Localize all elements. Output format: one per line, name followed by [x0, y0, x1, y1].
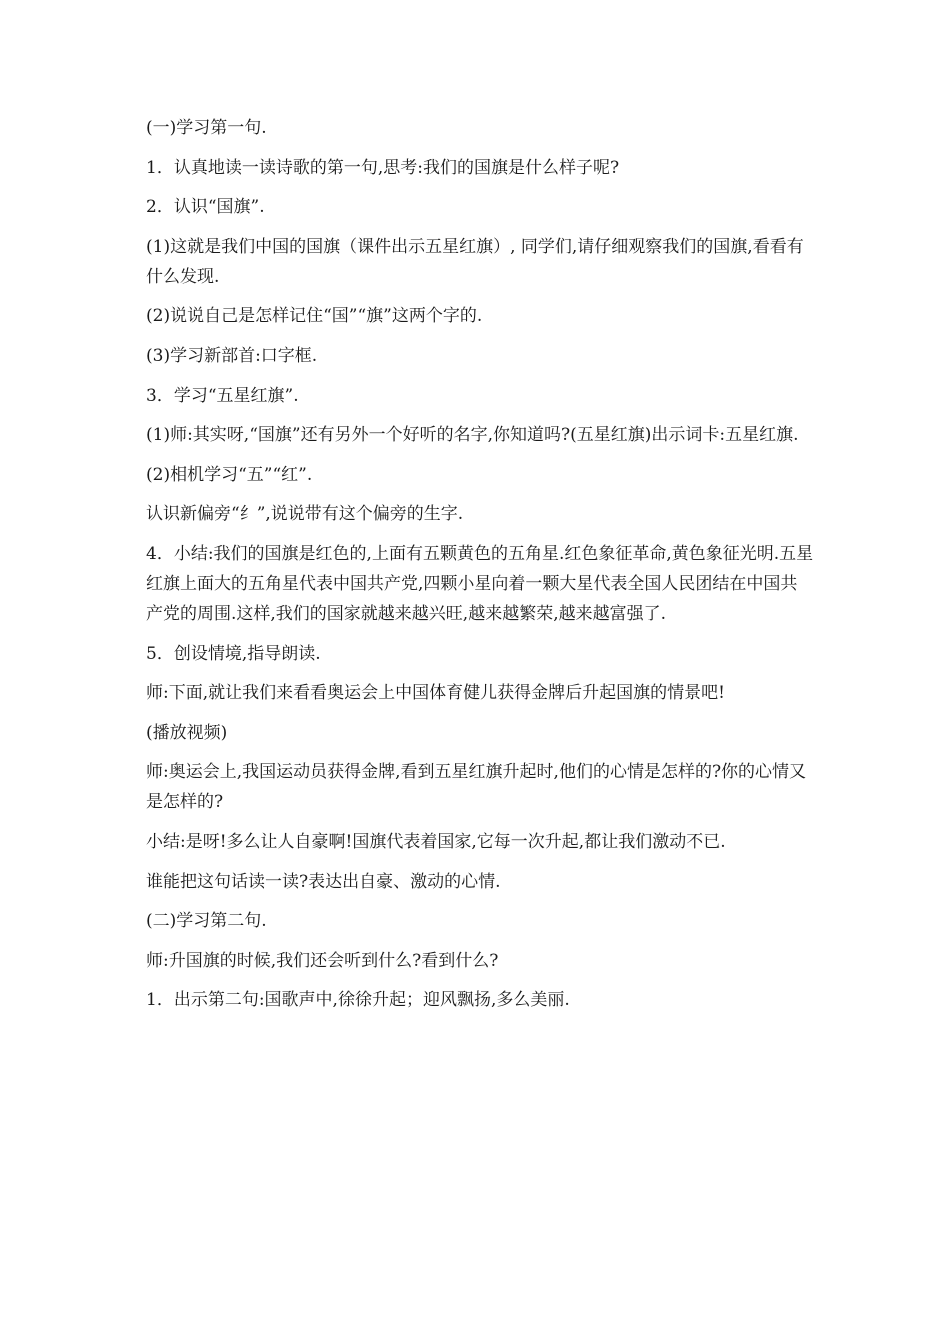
paragraph-step-4-summary: 4．小结:我们的国旗是红色的,上面有五颗黄色的五角星.红色象征革命,黄色象征光明.五星红旗上面大的五角星代表中国共产党,四颗小星向着一颗大星代表全国人民团结在中国共产党的周围.这样,我们的国家就越来越兴旺,越来越繁荣,越来越富强了. — [146, 543, 814, 624]
paragraph-step-5: 5．创设情境,指导朗读. — [146, 643, 321, 664]
paragraph-step-3-2: (2)相机学习“五”“红”. — [146, 464, 313, 485]
paragraph-second-sentence: 1．出示第二句:国歌声中,徐徐升起；迎风飘扬,多么美丽. — [146, 990, 570, 1011]
paragraph-step-3-1: (1)师:其实呀,“国旗”还有另外一个好听的名字,你知道吗?(五星红旗)出示词卡:五星红旗. — [146, 425, 799, 446]
paragraph-read-aloud: 谁能把这句话读一读?表达出自豪、激动的心情. — [146, 871, 501, 892]
paragraph-play-video: (播放视频) — [146, 722, 228, 743]
paragraph-step-2: 2．认识“国旗”. — [146, 197, 265, 218]
section-heading-two: (二)学习第二句. — [146, 911, 267, 932]
paragraph-summary: 小结:是呀!多么让人自豪啊!国旗代表着国家,它每一次升起,都让我们激动不已. — [146, 831, 726, 852]
paragraph-teacher-intro: 师:下面,就让我们来看看奥运会上中国体育健儿获得金牌后升起国旗的情景吧! — [146, 683, 725, 704]
paragraph-radical: 认识新偏旁“纟”,说说带有这个偏旁的生字. — [146, 504, 464, 525]
paragraph-step-1: 1．认真地读一读诗歌的第一句,思考:我们的国旗是什么样子呢? — [146, 157, 620, 178]
document-body — [146, 113, 814, 1025]
paragraph-teacher-ask: 师:升国旗的时候,我们还会听到什么?看到什么? — [146, 950, 499, 971]
paragraph-step-3: 3．学习“五星红旗”. — [146, 385, 299, 406]
section-heading-one: (一)学习第一句. — [146, 118, 267, 138]
paragraph-step-2-2: (2)说说自己是怎样记住“国”“旗”这两个字的. — [146, 306, 483, 327]
paragraph-step-2-3: (3)学习新部首:口字框. — [146, 345, 318, 366]
paragraph-teacher-question: 师:奥运会上,我国运动员获得金牌,看到五星红旗升起时,他们的心情是怎样的?你的心情又是怎样的? — [146, 762, 807, 813]
paragraph-step-2-1: (1)这就是我们中国的国旗（课件出示五星红旗）, 同学们,请仔细观察我们的国旗,看看有什么发现. — [146, 236, 804, 287]
